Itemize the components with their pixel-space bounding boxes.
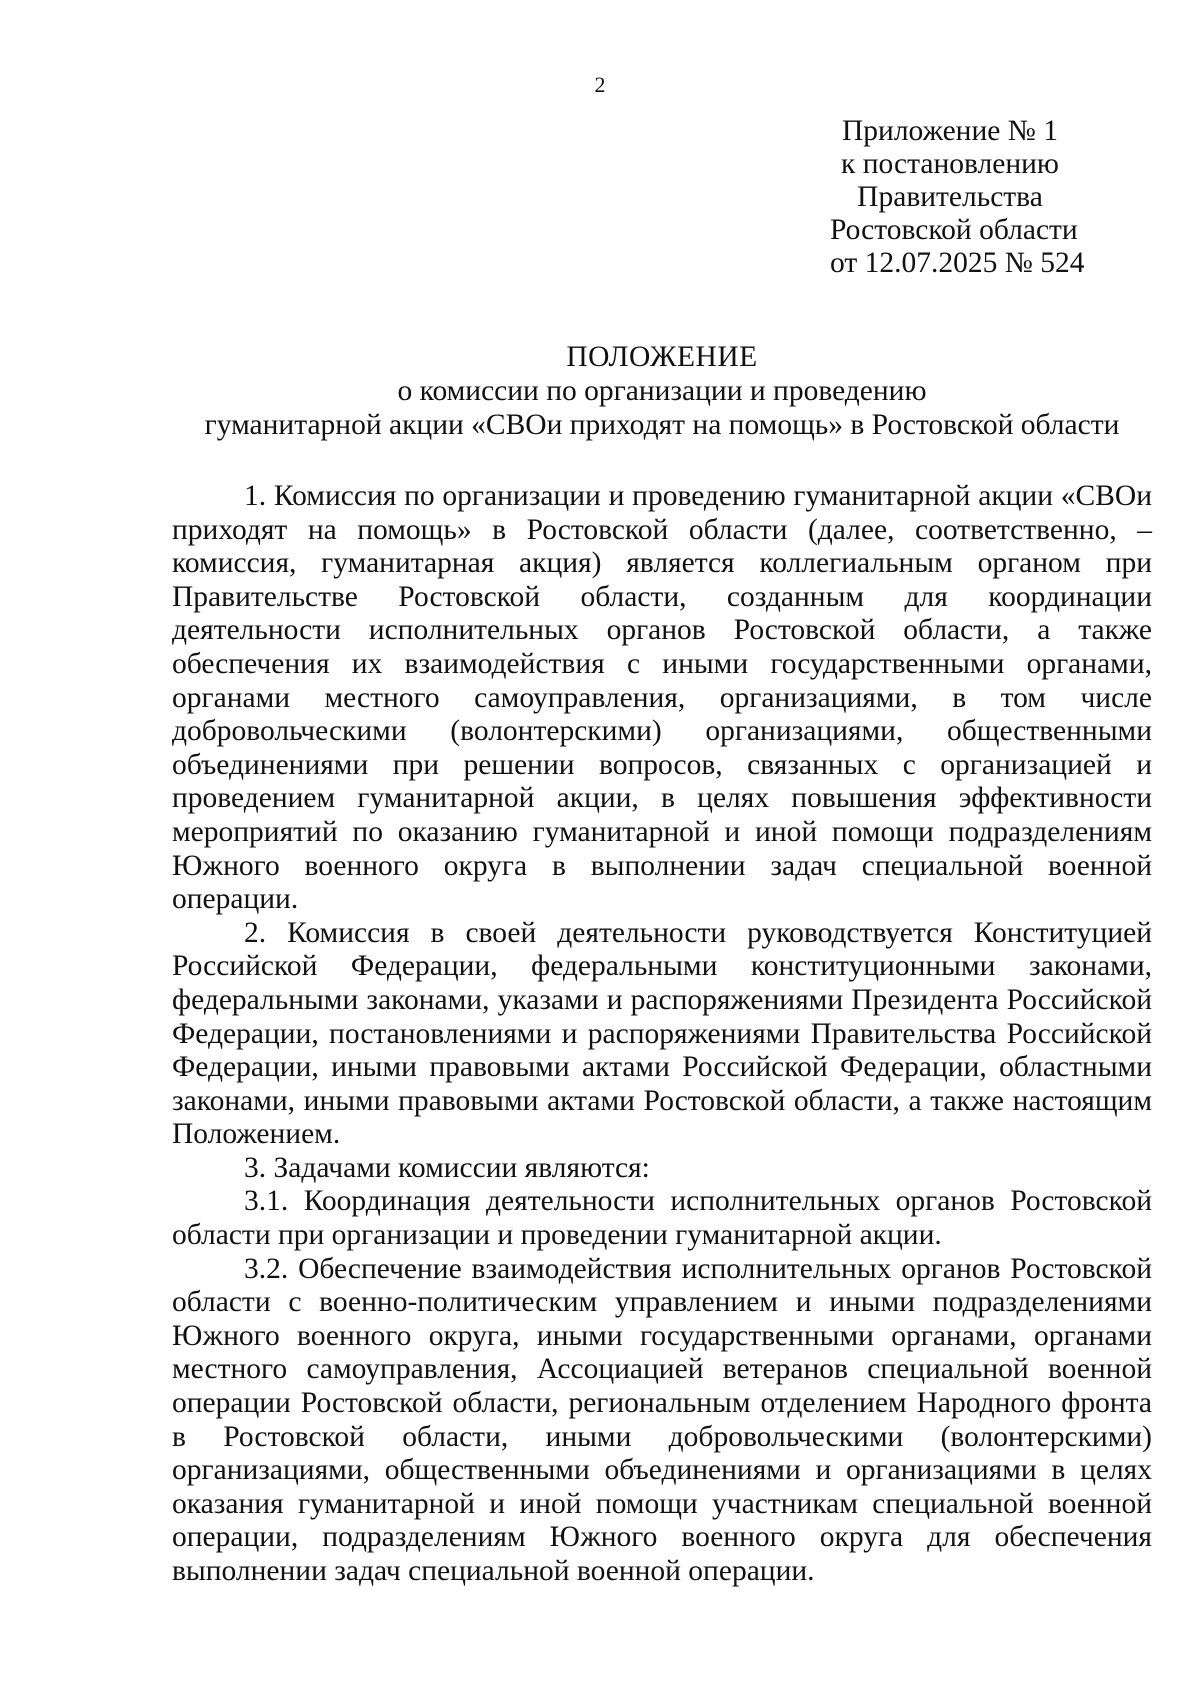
document-heading [172, 340, 1152, 442]
appendix-line-1: Приложение № 1 [842, 115, 1058, 147]
paragraph-3-2: 3.2. Обеспечение взаимодействия исполнительных органов Ростовской области с военно-политическим управлением и иными подразделениями Южного военного округа, иными государственными органами, органами местного самоуправления, Ассоциацией ветеранов специальной военной операции Ростовской области, региональным отделением Народного фронта в Ростовской области, иными добровольческими (волонтерскими) организациями, общественными объединениями и организациями в целях оказания гуманитарной и иной помощи участникам специальной военной операции, подразделениям Южного военного округа для обеспечения выполнении задач специальной военной операции. [172, 1252, 1152, 1587]
appendix-line-4: Ростовской области [830, 214, 1078, 246]
document-title: ПОЛОЖЕНИЕ [566, 341, 758, 373]
paragraph-2: 2. Комиссия в своей деятельности руководствуется Конституцией Российской Федерации, федеральными конституционными законами, федеральными законами, указами и распоряжениями Президента Российской Федерации, постановлениями и распоряжениями Правительства Российской Федерации, иными правовыми актами Российской Федерации, областными законами, иными правовыми актами Ростовской области, а также настоящим Положением. [172, 916, 1152, 1151]
document-subtitle-line-1: о комиссии по организации и проведению [397, 375, 927, 407]
document-subtitle-line-2: гуманитарной акции «СВОи приходят на помощь» в Ростовской области [204, 409, 1120, 441]
page-number: 2 [594, 72, 606, 97]
document-body [172, 480, 1152, 1589]
appendix-line-2: к постановлению [841, 148, 1059, 180]
appendix-line-5: от 12.07.2025 № 524 [830, 247, 1085, 279]
paragraph-3: 3. Задачами комиссии являются: [244, 1151, 650, 1184]
paragraph-3-1: 3.1. Координация деятельности исполнительных органов Ростовской области при организации и проведении гуманитарной акции. [172, 1185, 1152, 1252]
paragraph-1: 1. Комиссия по организации и проведению гуманитарной акции «СВОи приходят на помощь» в Ростовской области (далее, соответственно, – комиссия, гуманитарная акция) является коллегиальным органом при Правительстве Ростовской области, созданным для координации деятельности исполнительных органов Ростовской области, а также обеспечения их взаимодействия с иными государственными органами, органами местного самоуправления, организациями, в том числе добровольческими (волонтерскими) организациями, общественными объединениями при решении вопросов, связанных с организацией и проведением гуманитарной акции, в целях повышения эффективности мероприятий по оказанию гуманитарной и иной помощи подразделениям Южного военного округа в выполнении задач специальной военной операции. [172, 480, 1152, 916]
appendix-block [830, 115, 1085, 280]
appendix-line-3: Правительства [857, 181, 1043, 213]
